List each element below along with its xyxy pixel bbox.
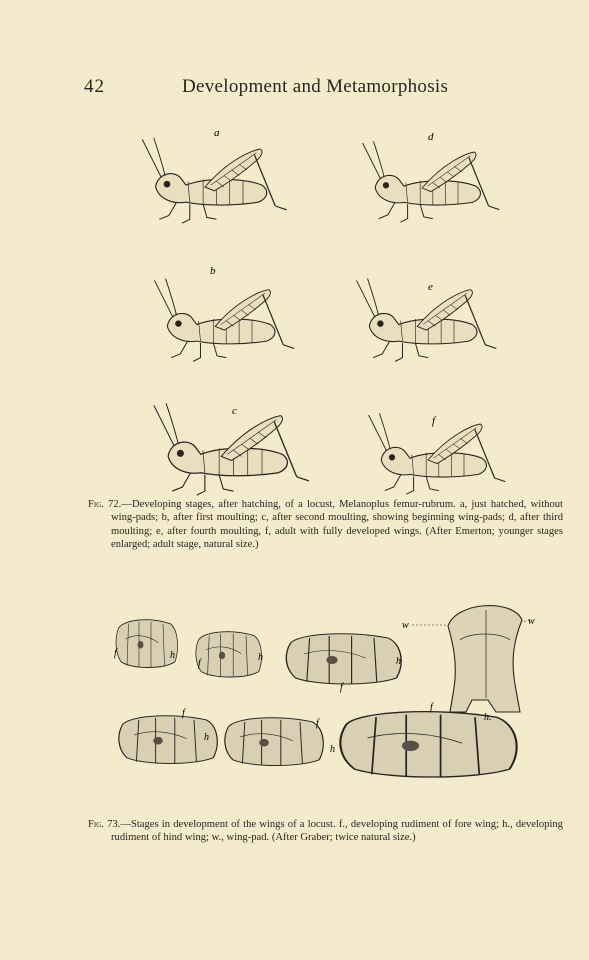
specimen-c <box>154 403 309 495</box>
wing-stage-4 <box>119 716 217 764</box>
specimen-b <box>154 279 294 362</box>
specimen-a <box>142 138 286 224</box>
label-f: f <box>432 415 436 427</box>
label-h-6: h. <box>484 712 492 723</box>
label-f-3: f <box>340 682 343 693</box>
label-h-1: h <box>170 650 175 661</box>
wing-stage-1 <box>116 620 178 668</box>
fig-73-label: Fig. 73. <box>88 819 121 830</box>
label-b: b <box>210 265 216 277</box>
specimen-f <box>369 413 506 494</box>
label-f-4: f <box>182 708 185 719</box>
label-f-6: f <box>430 702 433 713</box>
label-d: d <box>428 131 434 143</box>
wing-stage-2 <box>196 632 262 677</box>
figure-73-caption <box>88 818 563 845</box>
fig-72-text: —Developing stages, after hatching, of a locust, Melanoplus femur-rubrum. a, just hatched, without wing-pads; b, after first moulting; c, after second moulting, showing beginning wing-pads; d, after third moulting; e, after fourth moulting, f, adult with fully developed wings. (After Emerton; younger stages enlarged; adult stage, natural size.) <box>111 499 563 551</box>
label-h-3: h <box>396 656 401 667</box>
label-f-5: f <box>316 718 319 729</box>
label-h-5: h <box>330 744 335 755</box>
running-head: Development and Metamorphosis <box>182 76 449 97</box>
wing-stage-3 <box>286 634 401 684</box>
label-a: a <box>214 127 220 139</box>
label-h-4: h <box>204 732 209 743</box>
fig-73-text: —Stages in development of the wings of a locust. f., developing rudiment of fore wing; h., developing rudiment of hind wing; w., wing-pad. (After Graber; twice natural size.) <box>111 819 563 844</box>
label-f-1: f <box>114 648 117 659</box>
specimen-e <box>356 279 496 362</box>
fig-72-label: Fig. 72. <box>88 499 122 510</box>
wing-stage-5 <box>225 718 323 766</box>
specimen-d <box>363 141 500 222</box>
figure-72-caption <box>88 498 563 552</box>
label-e: e <box>428 281 433 293</box>
label-w-left: w <box>402 620 409 631</box>
page-number: 42 <box>84 76 105 97</box>
label-c: c <box>232 405 237 417</box>
wing-pad-dorsal <box>412 606 530 712</box>
label-h-2: h <box>258 652 263 663</box>
label-w-right: w <box>528 616 535 627</box>
label-f-2: f <box>198 658 201 669</box>
